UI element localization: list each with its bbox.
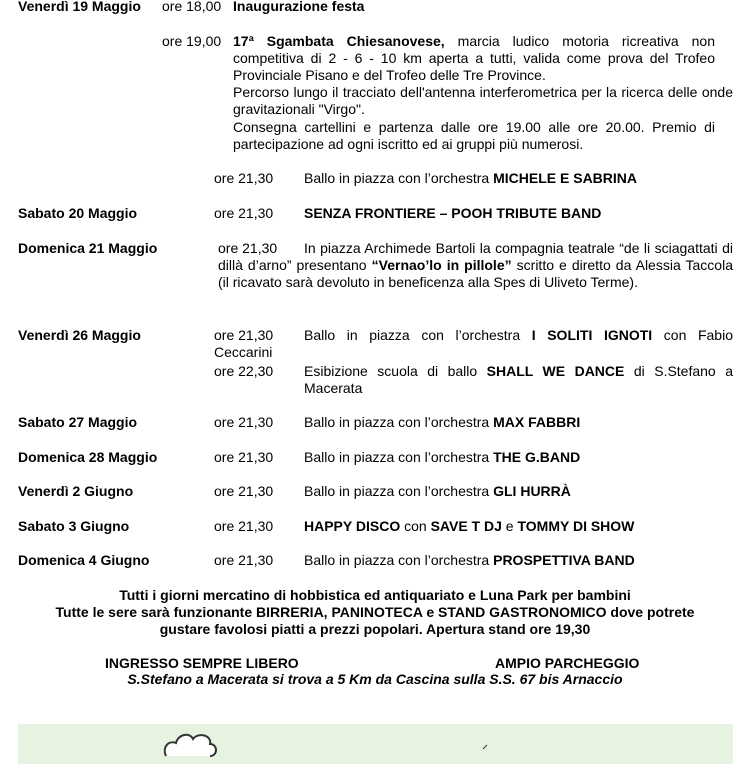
time-label: ore 21,30 <box>214 327 274 343</box>
event-text: Ballo in piazza con l’orchestra <box>304 327 532 343</box>
free-entry-label: INGRESSO SEMPRE LIBERO <box>105 655 299 671</box>
time-label: ore 21,30 <box>214 483 274 499</box>
footer-line: gustare favolosi piatti a prezzi popolari. Apertura stand ore 19,30 <box>159 621 591 637</box>
footer-line: Tutti i giorni mercatino di hobbistica ed antiquariato e Luna Park per bambini <box>119 587 631 603</box>
event-title: 17ª Sgambata Chiesanovese, <box>233 33 445 49</box>
event-text: Ceccarini <box>214 344 273 360</box>
footer-line: Tutte le sere sarà funzionante BIRRERIA, PANINOTECA e STAND GASTRONOMICO dove potrete <box>55 604 695 620</box>
day-label: Venerdì 26 Maggio <box>18 327 141 343</box>
event-text: Ballo in piazza con l’orchestra <box>304 414 494 430</box>
day-label: Sabato 3 Giugno <box>18 518 130 534</box>
event-description <box>304 518 634 535</box>
event-description <box>304 363 733 397</box>
time-label: ore 21,30 <box>214 449 274 465</box>
day-label: Sabato 20 Maggio <box>18 205 138 221</box>
band-name: SENZA FRONTIERE – POOH TRIBUTE BAND <box>304 205 602 221</box>
band-name: HAPPY DISCO <box>304 518 401 534</box>
band-name: PROSPETTIVA BAND <box>493 552 635 568</box>
time-label: ore 21,30 <box>214 518 274 534</box>
chef-hat-icon <box>160 730 220 758</box>
event-text: Esibizione scuola di ballo <box>304 363 487 379</box>
event-text: Ballo in piazza con l’orchestra <box>304 552 494 568</box>
event-text: di S.Stefano a Macerata <box>304 363 733 396</box>
band-name: GLI HURRÀ <box>493 483 571 499</box>
band-name: SHALL WE DANCE <box>486 363 625 379</box>
event-description <box>304 327 733 344</box>
band-name: THE G.BAND <box>493 449 581 465</box>
day-label: Domenica 4 Giugno <box>18 552 150 568</box>
band-name: I SOLITI IGNOTI <box>531 327 653 343</box>
event-text: Ballo in piazza con l’orchestra <box>304 483 494 499</box>
event-description <box>304 483 571 500</box>
show-title: “Vernao’lo in pillole” <box>371 257 512 273</box>
time-label: ore 21,30 <box>218 240 278 256</box>
event-description <box>304 170 637 187</box>
decoration-icon <box>482 744 488 750</box>
event-text: con <box>400 518 431 534</box>
time-label: ore 21,30 <box>214 170 274 186</box>
time-label: ore 21,30 <box>214 205 274 221</box>
event-description <box>304 552 635 569</box>
band-name: MAX FABBRI <box>493 414 581 430</box>
parking-label: AMPIO PARCHEGGIO <box>495 655 640 671</box>
event-description <box>304 449 580 466</box>
time-label: ore 21,30 <box>214 552 274 568</box>
event-text: Percorso lungo il tracciato dell'antenna interferometrica per la ricerca delle onde gravitazionali "Virgo". <box>233 84 733 117</box>
event-description <box>304 414 580 431</box>
event-text: In piazza Archimede Bartoli la compagnia teatrale “de li sciagattati di dillà d’arno” presentano <box>218 240 733 273</box>
event-description <box>218 240 733 291</box>
band-name: MICHELE E SABRINA <box>493 170 638 186</box>
event-text: Consegna cartellini e partenza dalle ore 19.00 alle ore 20.00. Premio di partecipazione ad ogni iscritto ed ai gruppi più numerosi. <box>233 119 715 152</box>
band-name: SAVE T DJ <box>430 518 502 534</box>
band-name: TOMMY DI SHOW <box>517 518 635 534</box>
bottom-banner <box>18 724 733 764</box>
event-description: Inaugurazione festa <box>233 0 365 14</box>
event-text: Ballo in piazza con l’orchestra <box>304 449 494 465</box>
day-label: Venerdì 2 Giugno <box>18 483 134 499</box>
event-text: e <box>501 518 518 534</box>
time-label: ore 22,30 <box>214 363 274 379</box>
time-label: ore 18,00 <box>162 0 222 14</box>
event-text: con Fabio <box>652 327 733 343</box>
day-label: Sabato 27 Maggio <box>18 414 138 430</box>
time-label: ore 19,00 <box>162 33 222 49</box>
event-text: Ballo in piazza con l’orchestra <box>304 170 494 186</box>
time-label: ore 21,30 <box>214 414 274 430</box>
event-text: scritto e diretto da Alessia Taccola (il ricavato sarà devoluto in beneficenza alla Spes di Uliveto Terme). <box>218 257 733 290</box>
event-text: marcia ludico motoria ricreativa non competitiva di 2 - 6 - 10 km aperta a tutti, valida come prova del Trofeo Provinciale Pisano e del Trofeo delle Tre Province. <box>233 33 715 83</box>
day-label: Domenica 21 Maggio <box>18 240 158 256</box>
day-label: Domenica 28 Maggio <box>18 449 158 465</box>
day-label: Venerdì 19 Maggio <box>18 0 141 14</box>
event-description <box>233 33 715 84</box>
location-note: S.Stefano a Macerata si trova a 5 Km da Cascina sulla S.S. 67 bis Arnaccio <box>127 671 623 687</box>
